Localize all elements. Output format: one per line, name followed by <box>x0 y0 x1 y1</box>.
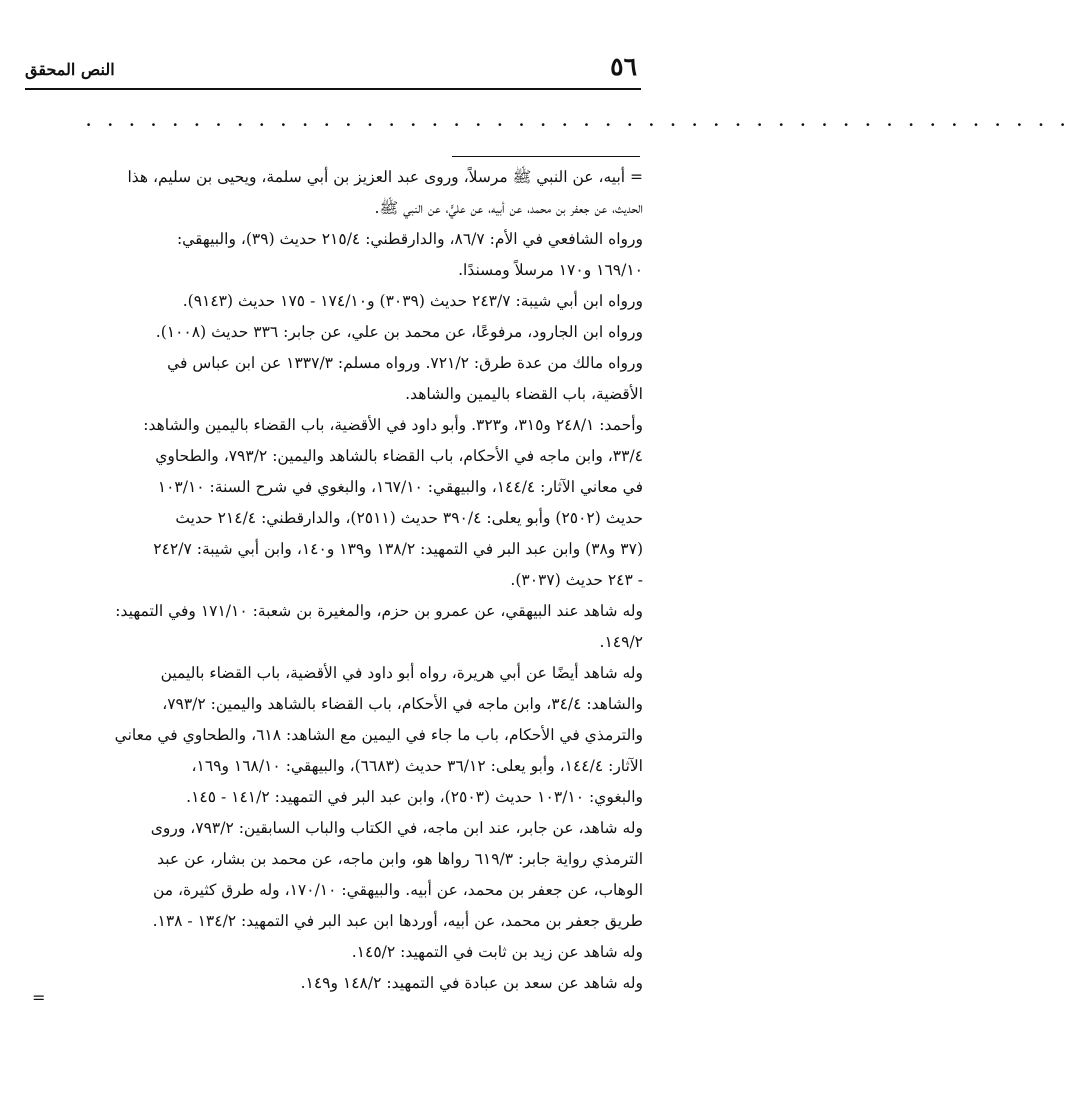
footnote-line: ورواه ابن أبي شيبة: ٢٤٣/٧ حديث (٣٠٣٩) و١٧٤/١٠ - ١٧٥ حديث (٩١٤٣). <box>182 292 643 310</box>
footnote-line: ٣٣/٤، وابن ماجه في الأحكام، باب القضاء بالشاهد واليمين: ٧٩٣/٢، والطحاوي <box>155 447 643 465</box>
footnote-line: ورواه ابن الجارود، مرفوعًا، عن محمد بن علي، عن جابر: ٣٣٦ حديث (١٠٠٨). <box>155 323 643 341</box>
footnote-body <box>27 162 643 999</box>
footnote-line: وأحمد: ٢٤٨/١ و٣١٥، و٣٢٣. وأبو داود في الأقضية، باب القضاء باليمين والشاهد: <box>143 416 643 434</box>
footnote-rule <box>452 156 640 157</box>
text-separator: . . . . . . . . . . . . . . . . . . . . . . . . . . . . . . . . . . . . . . . . . . . . . . <box>86 112 1071 130</box>
footnote-line: والشاهد: ٣٤/٤، وابن ماجه في الأحكام، باب القضاء بالشاهد واليمين: ٧٩٣/٢، <box>162 695 643 713</box>
footnote-line: وله شاهد عند البيهقي، عن عمرو بن حزم، والمغيرة بن شعبة: ١٧١/١٠ وفي التمهيد: <box>115 602 643 620</box>
footnote-line: حديث (٢٥٠٢) وأبو يعلى: ٣٩٠/٤ حديث (٢٥١١)، والدارقطني: ٢١٤/٤ حديث <box>175 509 643 527</box>
footnote-line: الآثار: ١٤٤/٤، وأبو يعلى: ٣٦/١٢ حديث (٦٦٨٣)، والبيهقي: ١٦٨/١٠ و١٦٩، <box>191 757 643 775</box>
footnote-line: والترمذي في الأحكام، باب ما جاء في اليمين مع الشاهد: ٦١٨، والطحاوي في معاني <box>114 726 643 744</box>
footnote-line: الوهاب، عن جعفر بن محمد، عن أبيه. والبيهقي: ١٧٠/١٠، وله طرق كثيرة، من <box>152 881 643 899</box>
footnote-line: طريق جعفر بن محمد، عن أبيه، أوردها ابن عبد البر في التمهيد: ١٣٤/٢ - ١٣٨. <box>152 912 643 930</box>
footnote-line: ورواه مالك من عدة طرق: ٧٢١/٢. ورواه مسلم: ١٣٣٧/٣ عن ابن عباس في <box>167 354 643 372</box>
footnote-line: الحديث، عن جعفر بن محمد، عن أبيه، عن عليٍّ، عن النبي ﷺ. <box>374 199 643 217</box>
page-number: ٥٦ <box>610 52 637 81</box>
footnote-line: في معاني الآثار: ١٤٤/٤، والبيهقي: ١٦٧/١٠، والبغوي في شرح السنة: ١٠٣/١٠ <box>157 478 643 496</box>
footnote-line: = أبيه، عن النبي ﷺ مرسلاً، وروى عبد العزيز بن أبي سلمة، ويحيى بن سليم، هذا <box>127 168 643 186</box>
footnote-line: ١٤٩/٢. <box>599 633 643 651</box>
footnote-line: وله شاهد عن سعد بن عبادة في التمهيد: ١٤٨/٢ و١٤٩. <box>300 974 643 992</box>
footnote-line: الترمذي رواية جابر: ٦١٩/٣ رواها هو، وابن ماجه، عن محمد بن بشار، عن عبد <box>157 850 643 868</box>
footnote-line: ورواه الشافعي في الأم: ٨٦/٧، والدارقطني: ٢١٥/٤ حديث (٣٩)، والبيهقي: <box>176 230 643 248</box>
running-title: النص المحقق <box>25 60 115 79</box>
header-rule <box>25 88 641 90</box>
footnote-line: وله شاهد، عن جابر، عند ابن ماجه، في الكتاب والباب السابقين: ٧٩٣/٢، وروى <box>150 819 643 837</box>
footnote-line: ١٦٩/١٠ و١٧٠ مرسلاً ومسندًا. <box>458 261 643 279</box>
footnote-line: وله شاهد أيضًا عن أبي هريرة، رواه أبو داود في الأقضية، باب القضاء باليمين <box>160 664 643 682</box>
continuation-mark: = <box>32 988 46 1007</box>
footnote-line: - ٢٤٣ حديث (٣٠٣٧). <box>510 571 643 589</box>
footnote-line: والبغوي: ١٠٣/١٠ حديث (٢٥٠٣)، وابن عبد البر في التمهيد: ١٤١/٢ - ١٤٥. <box>186 788 643 806</box>
footnote-line: وله شاهد عن زيد بن ثابت في التمهيد: ١٤٥/٢. <box>351 943 643 961</box>
page-header <box>25 52 641 88</box>
footnote-line: (٣٧ و٣٨) وابن عبد البر في التمهيد: ١٣٨/٢ و١٣٩ و١٤٠، وابن أبي شيبة: ٢٤٢/٧ <box>153 540 643 558</box>
footnote-line: الأقضية، باب القضاء باليمين والشاهد. <box>405 385 643 403</box>
